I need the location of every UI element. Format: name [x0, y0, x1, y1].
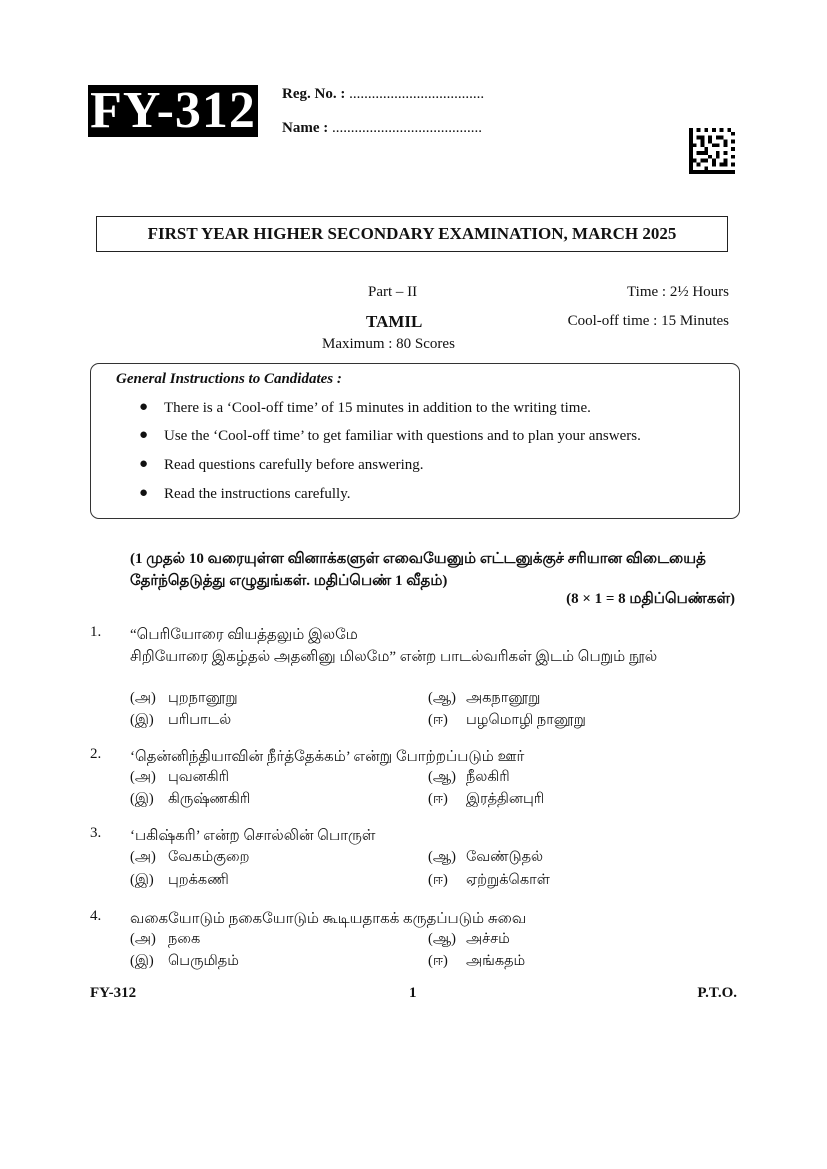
option-d — [428, 953, 525, 971]
section-instruction: (1 முதல் 10 வரையுள்ள வினாக்களுள் எவையேனும் எட்டனுக்குச் சரியான விடையைத் தேர்ந்தெடுத்து எழுதுங்கள். மதிப்பெண் 1 வீதம்) — [130, 551, 706, 589]
option-label: (அ) — [130, 690, 156, 706]
option-text: புறக்கணி — [168, 872, 229, 888]
option-label: (ஆ) — [428, 931, 456, 947]
option-label: (ஆ) — [428, 849, 456, 865]
option-c — [130, 953, 239, 971]
option-label: (ஈ) — [428, 791, 448, 807]
option-b — [428, 931, 510, 949]
exam-title: FIRST YEAR HIGHER SECONDARY EXAMINATION, MARCH 2025 — [96, 216, 728, 252]
option-label: (அ) — [130, 931, 156, 947]
instruction-item: Read questions carefully before answering. — [164, 457, 424, 473]
bullet-icon: ● — [139, 456, 149, 472]
option-c — [130, 791, 250, 809]
exam-maximum: Maximum : 80 Scores — [322, 336, 455, 352]
option-label: (ஈ) — [428, 872, 448, 888]
option-text: பழமொழி நானூறு — [466, 712, 586, 728]
bullet-icon: ● — [139, 485, 149, 501]
question-number: 4. — [90, 908, 102, 924]
question-number: 2. — [90, 746, 102, 762]
question-number: 3. — [90, 825, 102, 841]
bullet-icon: ● — [139, 427, 149, 443]
instruction-item: Read the instructions carefully. — [164, 486, 351, 502]
option-a — [130, 769, 229, 787]
option-c — [130, 872, 229, 890]
option-b — [428, 690, 540, 708]
option-text: நகை — [168, 931, 201, 947]
instruction-item: Use the ‘Cool-off time’ to get familiar with questions and to plan your answers. — [164, 428, 641, 444]
reg-no-dots: .................................... — [349, 86, 485, 102]
option-text: அச்சம் — [466, 931, 510, 947]
name-dots: ........................................ — [331, 120, 482, 136]
option-label: (அ) — [130, 769, 156, 785]
option-text: நீலகிரி — [466, 769, 510, 785]
question-text: வகையோடும் நகையோடும் கூடியதாகக் கருதப்படும் சுவை — [130, 911, 527, 927]
option-d — [428, 872, 550, 890]
option-label: (அ) — [130, 849, 156, 865]
name-label: Name : — [282, 120, 329, 136]
option-label: (இ) — [130, 712, 154, 728]
option-d — [428, 712, 586, 730]
option-text: ஏற்றுக்கொள் — [466, 872, 550, 888]
exam-cooloff: Cool-off time : 15 Minutes — [567, 313, 729, 329]
option-label: (இ) — [130, 953, 154, 969]
option-b — [428, 769, 510, 787]
option-text: வேண்டுதல் — [466, 849, 544, 865]
question-text: ‘பகிஷ்கரி’ என்ற சொல்லின் பொருள் — [130, 828, 376, 844]
paper-code: FY-312 — [88, 85, 258, 137]
option-c — [130, 712, 231, 730]
exam-subject: TAMIL — [366, 312, 423, 331]
option-label: (இ) — [130, 872, 154, 888]
option-b — [428, 849, 543, 867]
option-text: வேகம்குறை — [168, 849, 250, 865]
option-text: அகநானூறு — [466, 690, 541, 706]
option-label: (ஈ) — [428, 712, 448, 728]
section-marks: (8 × 1 = 8 மதிப்பெண்கள்) — [566, 591, 735, 607]
reg-no-label: Reg. No. : — [282, 86, 346, 102]
footer-code: FY-312 — [90, 985, 137, 1001]
question-text: “பெரியோரை வியத்தலும் இலமே — [130, 627, 358, 643]
instruction-item: There is a ‘Cool-off time’ of 15 minutes in addition to the writing time. — [164, 400, 591, 416]
option-text: பெருமிதம் — [168, 953, 239, 969]
option-text: இரத்தினபுரி — [466, 791, 545, 807]
option-text: கிருஷ்ணகிரி — [168, 791, 251, 807]
option-d — [428, 791, 544, 809]
instructions-title: General Instructions to Candidates : — [116, 371, 342, 387]
option-text: புறநானூறு — [168, 690, 238, 706]
question-text-continued: சிறியோரை இகழ்தல் அதனினு மிலமே” என்ற பாடல்வரிகள் இடம் பெறும் நூல் — [130, 649, 658, 665]
name-field — [282, 120, 482, 137]
bullet-icon: ● — [139, 399, 149, 415]
reg-no-field — [282, 86, 484, 103]
option-a — [130, 931, 200, 949]
page-number: 1 — [409, 985, 417, 1001]
exam-part: Part – II — [368, 284, 418, 300]
option-label: (ஆ) — [428, 769, 456, 785]
option-label: (இ) — [130, 791, 154, 807]
option-label: (ஆ) — [428, 690, 456, 706]
option-text: பரிபாடல் — [168, 712, 232, 728]
option-a — [130, 849, 250, 867]
exam-time: Time : 2½ Hours — [627, 284, 729, 300]
question-text: ‘தென்னிந்தியாவின் நீர்த்தேக்கம்’ என்று போற்றப்படும் ஊர் — [130, 749, 525, 765]
qr-code-icon — [689, 128, 735, 174]
pto-label: P.T.O. — [697, 985, 737, 1001]
option-text: அங்கதம் — [466, 953, 526, 969]
option-a — [130, 690, 238, 708]
question-number: 1. — [90, 624, 102, 640]
option-label: (ஈ) — [428, 953, 448, 969]
option-text: புவனகிரி — [168, 769, 230, 785]
